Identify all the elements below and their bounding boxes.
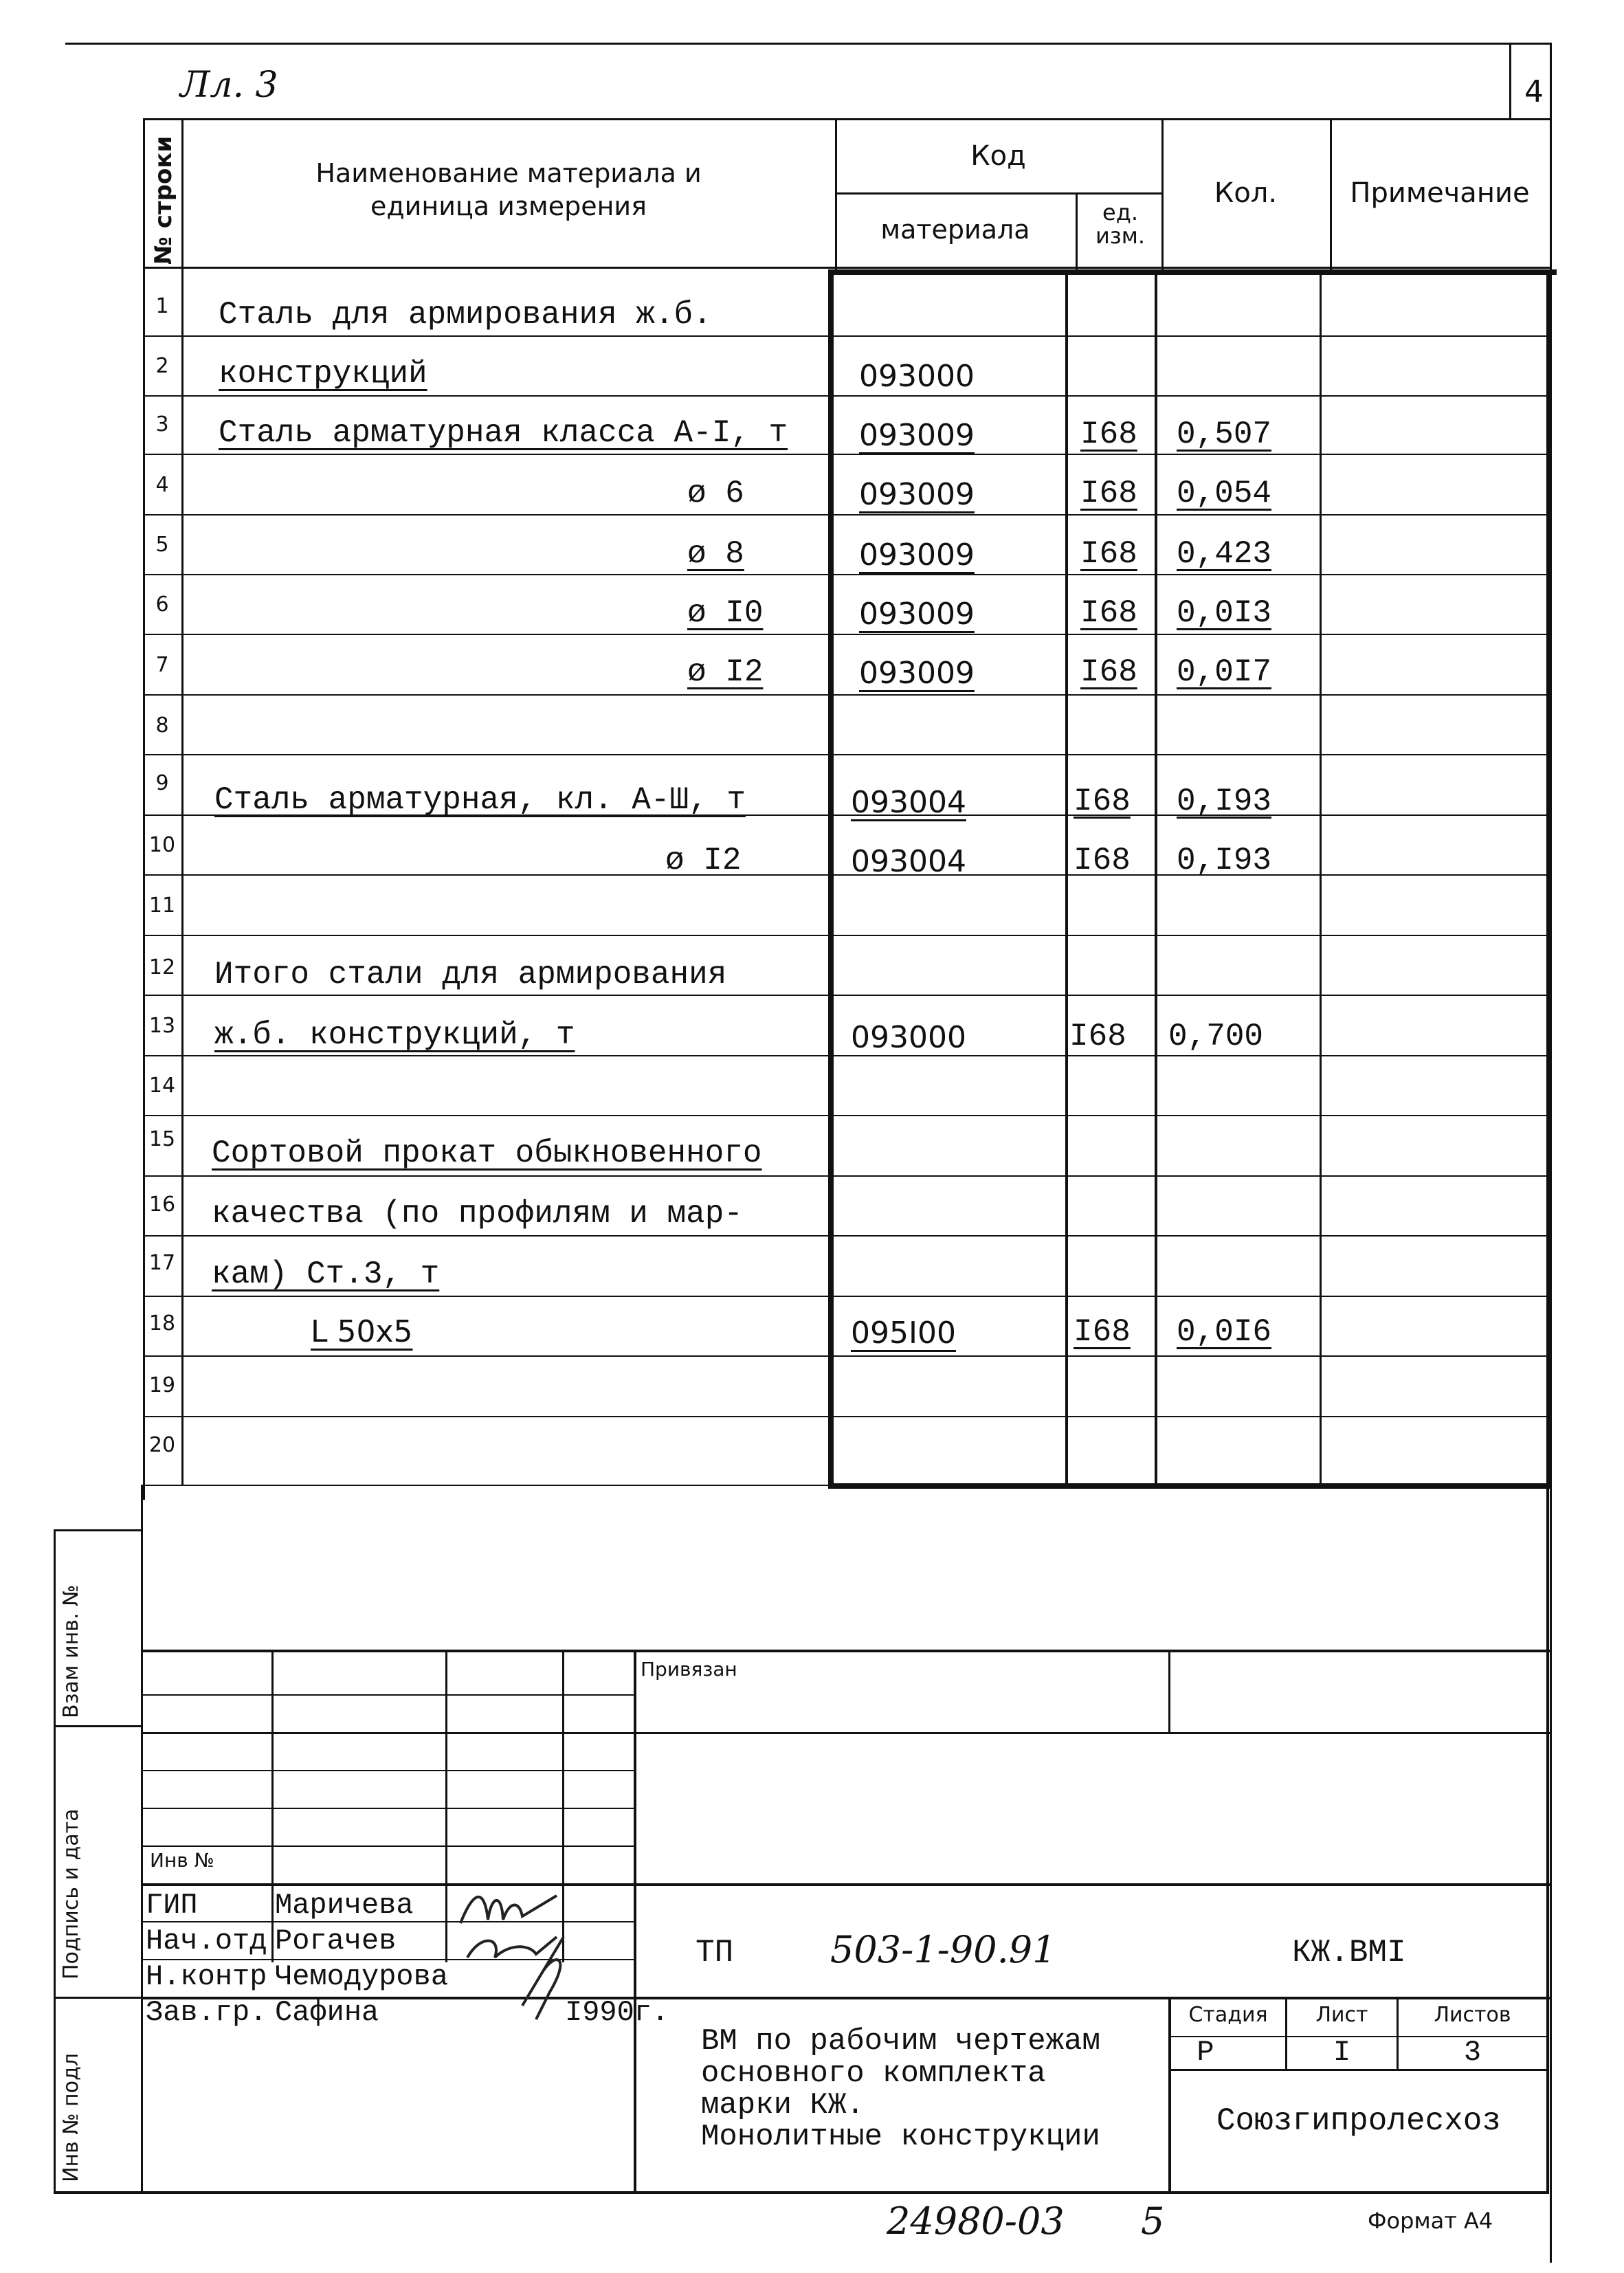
person-name: Чемодурова xyxy=(275,1960,449,1993)
row-unit: I68 xyxy=(1074,1314,1131,1350)
row-name: ø I2 xyxy=(665,843,742,878)
format-label: Формат А4 xyxy=(1368,2208,1493,2234)
row-number: 18 xyxy=(148,1311,176,1335)
row-number: 8 xyxy=(155,713,169,738)
row-qty: 0,0I6 xyxy=(1177,1314,1272,1350)
row-name: Сталь арматурная класса А-I, т xyxy=(219,415,788,451)
row-number: 9 xyxy=(155,771,169,795)
person-role: Зав.гр. xyxy=(146,1996,267,2029)
row-name: L 50x5 xyxy=(311,1314,413,1349)
row-number: 4 xyxy=(155,473,169,497)
row-unit: I68 xyxy=(1069,1019,1126,1054)
row-name: кам) Ст.3, т xyxy=(212,1256,440,1292)
tp-label: ТП xyxy=(696,1935,734,1971)
tp-number: 503-1-90.91 xyxy=(830,1928,1056,1971)
row-name: качества (по профилям и мар- xyxy=(212,1196,743,1232)
description-line: Монолитные конструкции xyxy=(701,2120,1100,2154)
row-name: ø 8 xyxy=(687,536,744,572)
stamp-sign-date: Подпись и дата xyxy=(59,1808,83,1980)
inv-no-label: Инв № xyxy=(150,1849,214,1872)
doc-code: КЖ.ВМI xyxy=(1292,1935,1406,1971)
row-number: 2 xyxy=(155,354,169,378)
row-name: Сортовой прокат обыкновенного xyxy=(212,1135,762,1171)
privyazan-label: Привязан xyxy=(641,1658,737,1681)
stamp-inv-orig: Инв № подл xyxy=(59,2053,83,2182)
row-code: 093009 xyxy=(859,418,975,453)
row-number: 13 xyxy=(148,1014,176,1038)
row-code: 093009 xyxy=(859,537,975,573)
row-code: 093000 xyxy=(859,359,975,394)
row-unit: I68 xyxy=(1074,784,1131,819)
row-name: ø I2 xyxy=(687,654,764,690)
row-number: 16 xyxy=(148,1193,176,1217)
row-qty: 0,507 xyxy=(1177,417,1272,452)
archive-sheet: 5 xyxy=(1141,2199,1165,2243)
person-name: Сафина xyxy=(275,1996,379,2029)
row-qty: 0,700 xyxy=(1168,1019,1264,1054)
header-material-name: Наименование материала и единица измерения xyxy=(315,158,702,221)
row-number: 1 xyxy=(155,294,169,318)
person-name: Маричева xyxy=(275,1889,414,1922)
sheet-value: I xyxy=(1333,2036,1351,2069)
person-role: Н.контр xyxy=(146,1960,267,1993)
sheets-value: 3 xyxy=(1463,2036,1482,2069)
row-qty: 0,I93 xyxy=(1177,784,1272,819)
stage-label: Стадия xyxy=(1188,2003,1268,2027)
row-name: Сталь арматурная, кл. А-Ш, т xyxy=(214,782,746,818)
header-quantity: Кол. xyxy=(1214,177,1278,209)
sheet-label: Лист xyxy=(1315,2003,1368,2027)
row-unit: I68 xyxy=(1074,843,1131,878)
description-line: ВМ по рабочим чертежам xyxy=(701,2024,1100,2059)
stamp-inv-replace: Взам инв. № xyxy=(59,1584,83,1718)
row-code: 093009 xyxy=(859,477,975,512)
row-number: 6 xyxy=(155,592,169,617)
row-qty: 0,423 xyxy=(1177,536,1272,572)
row-number: 11 xyxy=(148,894,176,918)
row-number: 5 xyxy=(155,533,169,557)
row-name: ж.б. конструкций, т xyxy=(214,1017,575,1053)
page-number: 4 xyxy=(1524,74,1544,109)
row-number: 19 xyxy=(148,1373,176,1397)
description-line: основного комплекта xyxy=(701,2056,1046,2091)
signature xyxy=(454,1882,591,2026)
year: I990г. xyxy=(565,1996,669,2029)
person-role: ГИП xyxy=(146,1889,198,1922)
header-note: Примечание xyxy=(1350,177,1530,209)
description-line: марки КЖ. xyxy=(701,2088,865,2122)
header-code-unit: ед. изм. xyxy=(1095,199,1146,249)
archive-number: 24980-03 xyxy=(887,2199,1065,2243)
row-number: 14 xyxy=(148,1074,176,1098)
row-name: Итого стали для армирования xyxy=(214,957,727,993)
row-code: 093000 xyxy=(851,1020,966,1055)
row-number: 3 xyxy=(155,412,169,436)
row-number: 10 xyxy=(148,833,176,857)
row-unit: I68 xyxy=(1080,654,1137,690)
row-number: 20 xyxy=(148,1433,176,1457)
row-number: 15 xyxy=(148,1127,176,1151)
row-number: 12 xyxy=(148,955,176,979)
row-code: 093004 xyxy=(851,785,966,820)
organization: Союзгипролесхоз xyxy=(1216,2103,1502,2139)
row-qty: 0,0I3 xyxy=(1177,595,1272,631)
row-code: 093004 xyxy=(851,844,966,879)
row-unit: I68 xyxy=(1080,476,1137,511)
person-name: Рогачев xyxy=(275,1925,397,1958)
row-name: ø 6 xyxy=(687,476,744,511)
row-number: 17 xyxy=(148,1251,176,1275)
handwritten-sheet-label: Лл. 3 xyxy=(180,65,278,106)
row-code: 093009 xyxy=(859,597,975,632)
row-qty: 0,054 xyxy=(1177,476,1272,511)
header-row-number: № строки xyxy=(150,135,177,265)
row-unit: I68 xyxy=(1080,536,1137,572)
row-unit: I68 xyxy=(1080,595,1137,631)
row-code: 093009 xyxy=(859,656,975,691)
row-unit: I68 xyxy=(1080,417,1137,452)
row-qty: 0,0I7 xyxy=(1177,654,1272,690)
sheets-label: Листов xyxy=(1434,2003,1511,2027)
header-code-material: материала xyxy=(880,214,1030,245)
header-code: Код xyxy=(970,140,1026,172)
row-qty: 0,I93 xyxy=(1177,843,1272,878)
row-name: ø I0 xyxy=(687,595,764,631)
stage-value: Р xyxy=(1197,2036,1214,2069)
row-name: Сталь для армирования ж.б. xyxy=(219,297,712,333)
row-number: 7 xyxy=(155,653,169,677)
row-name: конструкций xyxy=(219,356,427,392)
row-code: 095I00 xyxy=(851,1316,956,1351)
person-role: Нач.отд xyxy=(146,1925,267,1958)
